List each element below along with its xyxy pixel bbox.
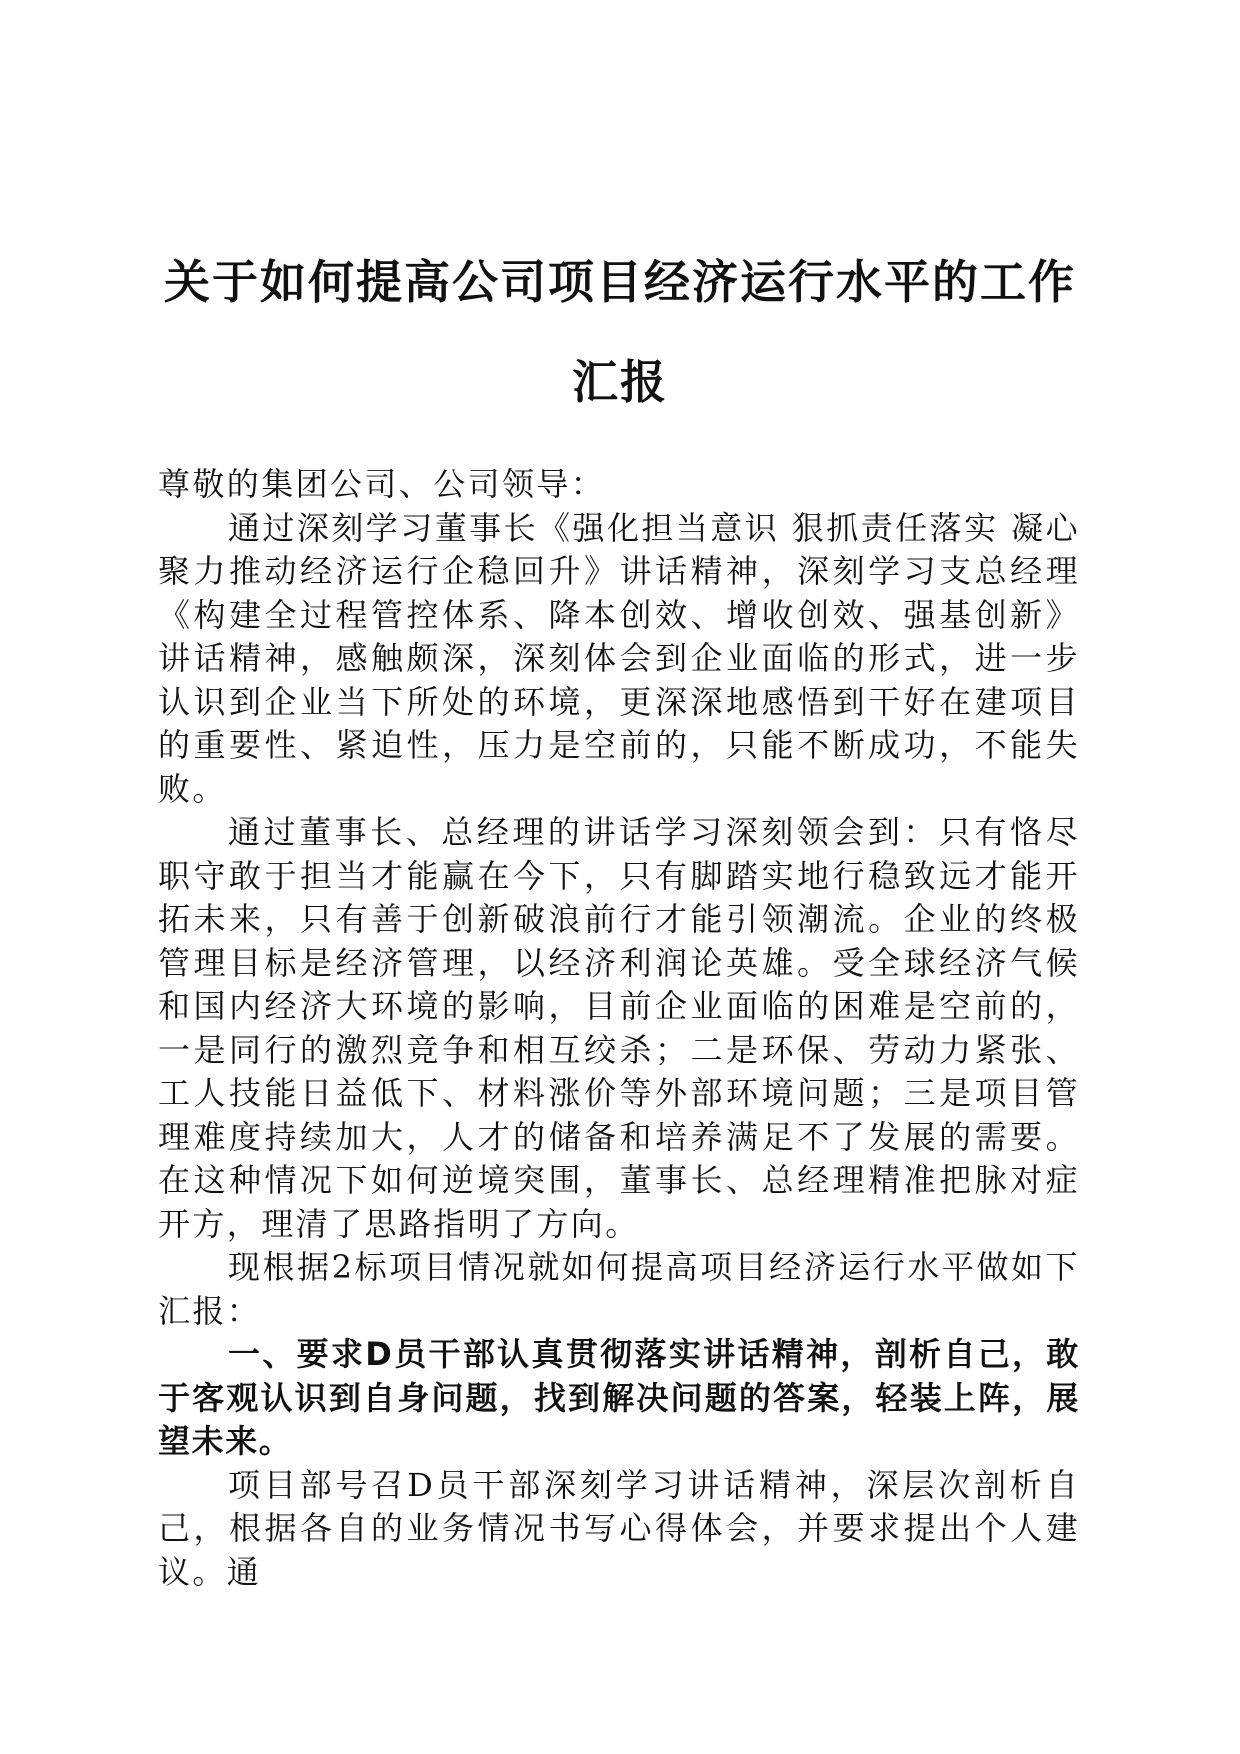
paragraph: 通过董事长、总经理的讲话学习深刻领会到：只有恪尽职守敢于担当才能赢在今下，只有脚踏实地行稳致远才能开拓未来，只有善于创新破浪前行才能引领潮流。企业的终极管理目标是经济管理，以经济利润论英雄。受全球经济气候和国内经济大环境的影响，目前企业面临的困难是空前的，一是同行的激烈竞争和相互绞杀；二是环保、劳动力紧张、工人技能日益低下、材料涨价等外部环境问题；三是项目管理难度持续加大，人才的储备和培养满足不了发展的需要。在这种情况下如何逆境突围，董事长、总经理精准把脉对症开方，理清了思路指明了方向。 xyxy=(158,813,1080,1243)
paragraph: 现根据2标项目情况就如何提高项目经济运行水平做如下汇报： xyxy=(158,1248,1080,1330)
document-body xyxy=(158,463,1080,1594)
document-title: 关于如何提高公司项目经济运行水平的工作汇报 xyxy=(164,255,1076,409)
paragraph: 通过深刻学习董事长《强化担当意识 狠抓责任落实 凝心聚力推动经济运行企稳回升》讲话精神，深刻学习支总经理《构建全过程管控体系、降本创效、增收创效、强基创新》讲话精神，感触颇深，深刻体会到企业面临的形式，进一步认识到企业当下所处的环境，更深深地感悟到干好在建项目的重要性、紧迫性，压力是空前的，只能不断成功，不能失败。 xyxy=(158,508,1080,808)
section-paragraph: 项目部号召D员干部深刻学习讲话精神，深层次剖析自己，根据各自的业务情况书写心得体会，并要求提出个人建议。通 xyxy=(158,1465,1080,1591)
salutation: 尊敬的集团公司、公司领导： xyxy=(158,465,606,503)
section-heading: 一、要求D员干部认真贯彻落实讲话精神，剖析自己，敢于客观认识到自身问题，找到解决问题的答案，轻装上阵，展望未来。 xyxy=(158,1335,1080,1460)
